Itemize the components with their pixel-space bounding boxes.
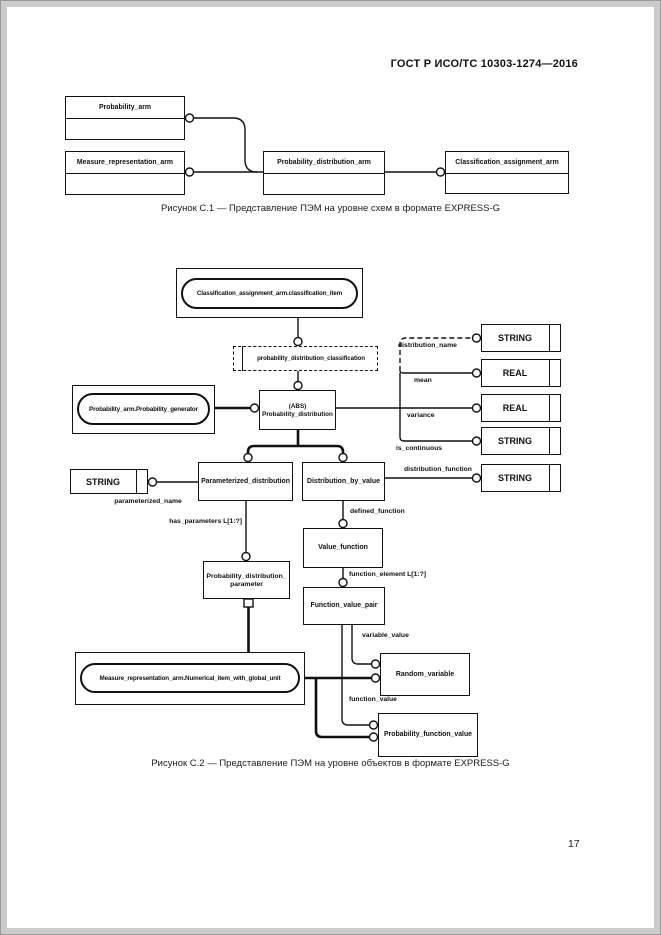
attr-label-distribution-function: distribution_function bbox=[404, 466, 472, 473]
attr-label-mean: mean bbox=[414, 377, 432, 384]
entity-name-line2: parameter bbox=[230, 580, 263, 588]
entity-parameterized-distribution: Parameterized_distribution bbox=[198, 462, 293, 501]
type-name: STRING bbox=[497, 333, 532, 343]
type-box-divider bbox=[549, 395, 550, 421]
type-name: STRING bbox=[497, 473, 532, 483]
dashed-box-label: probability_distribution_classification bbox=[257, 355, 365, 362]
entity-distribution-by-value: Distribution_by_value bbox=[302, 462, 385, 501]
figure2-caption: Рисунок С.2 — Представление ПЭМ на уровне объектов в формате EXPRESS-G bbox=[151, 758, 510, 769]
dashed-box-inner-divider bbox=[242, 346, 243, 371]
attr-label-function-element: function_element L[1:?] bbox=[349, 571, 427, 578]
type-box-divider bbox=[136, 470, 137, 493]
schema-box-classification-assignment-arm bbox=[445, 151, 569, 194]
type-name: REAL bbox=[502, 368, 528, 378]
ref-rect-probability-generator bbox=[72, 385, 215, 434]
ref-rect-numerical-item bbox=[75, 652, 305, 705]
entity-function-value-pair: Function_value_pair bbox=[303, 587, 385, 625]
schema-box-measure-representation-arm bbox=[65, 151, 185, 195]
type-box-string-is-continuous bbox=[481, 427, 561, 455]
type-box-divider bbox=[549, 428, 550, 454]
entity-probability-distribution-parameter bbox=[203, 561, 290, 599]
entity-probability-distribution bbox=[259, 390, 336, 430]
entity-value-function: Value_function bbox=[303, 528, 383, 568]
abs-tag: (ABS) bbox=[288, 402, 307, 410]
type-box-real-mean bbox=[481, 359, 561, 387]
ref-entity-numerical-item: Measure_representation_arm.Numerical_item_with_global_unit bbox=[80, 663, 300, 693]
type-box-real-variance bbox=[481, 394, 561, 422]
attr-label-defined-function: defined_function bbox=[350, 508, 405, 515]
schema-name: Probability_distribution_arm bbox=[264, 152, 384, 174]
entity-name: Probability_distribution bbox=[262, 410, 333, 418]
schema-name: Probability_arm bbox=[66, 97, 184, 119]
attr-label-is-continuous: is_continuous bbox=[396, 445, 443, 452]
type-box-string-distribution-function bbox=[481, 464, 561, 492]
ref-entity-probability-generator: Probability_arm.Probability_generator bbox=[77, 393, 210, 425]
type-box-divider bbox=[549, 325, 550, 351]
attr-label-variable-value: variable_value bbox=[362, 632, 409, 639]
dashed-box-probability-distribution-classification bbox=[233, 346, 378, 371]
attr-label-has-parameters: has_parameters L[1:?] bbox=[169, 518, 242, 525]
document-header: ГОСТ Р ИСО/ТС 10303-1274—2016 bbox=[390, 58, 578, 70]
attr-label-distribution-name: distribution_name bbox=[398, 342, 457, 349]
type-box-string-parameterized-name bbox=[70, 469, 148, 494]
type-name: REAL bbox=[502, 403, 528, 413]
type-box-divider bbox=[549, 465, 550, 491]
ref-entity-classification-item: Classification_assignment_arm.classification_item bbox=[181, 278, 358, 309]
entity-name-line1: Probability_distribution_ bbox=[206, 572, 287, 580]
schema-box-probability-arm bbox=[65, 96, 185, 140]
type-name: STRING bbox=[497, 436, 532, 446]
attr-label-function-value: function_value bbox=[349, 696, 397, 703]
entity-probability-function-value: Probability_function_value bbox=[378, 713, 478, 757]
attr-label-variance: variance bbox=[407, 412, 435, 419]
attr-label-parameterized-name: parameterized_name bbox=[114, 498, 182, 505]
figure1-caption: Рисунок С.1 — Представление ПЭМ на уровне схем в формате EXPRESS-G bbox=[160, 203, 501, 214]
schema-name: Classification_assignment_arm bbox=[446, 152, 568, 174]
type-name: STRING bbox=[85, 476, 120, 487]
ref-rect-classification-item bbox=[176, 268, 363, 318]
schema-name: Measure_representation_arm bbox=[66, 152, 184, 174]
schema-box-probability-distribution-arm bbox=[263, 151, 385, 195]
type-box-string-distribution-name bbox=[481, 324, 561, 352]
entity-random-variable: Random_variable bbox=[380, 653, 470, 696]
page-number: 17 bbox=[568, 838, 580, 850]
type-box-divider bbox=[549, 360, 550, 386]
